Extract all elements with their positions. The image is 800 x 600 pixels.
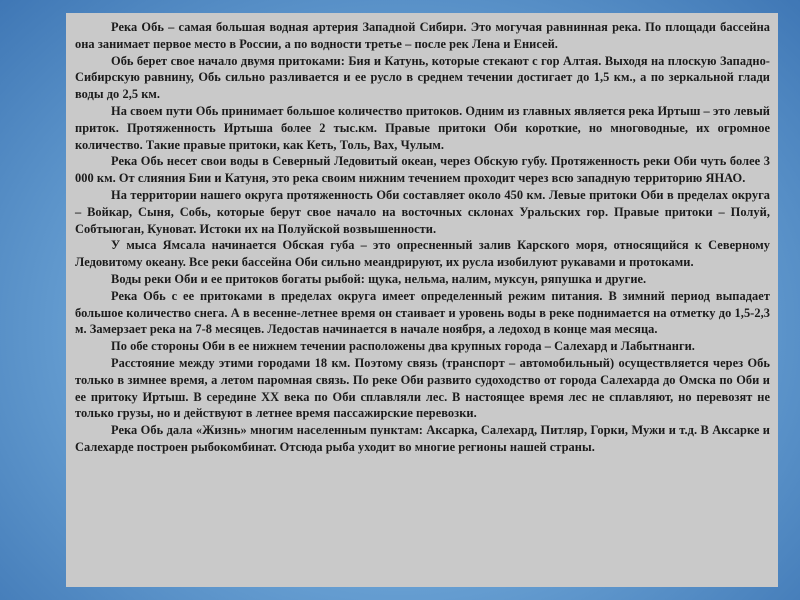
paragraph-district-tributaries: На территории нашего округа протяженность Оби составляет около 450 км. Левые притоки Оби в пределах округа – Войкар, Сыня, Собь, которые берут свое начало на восточных склонах Уральских гор. Правые притоки – Полуй, Собтыюган, Куноват. Истоки их на Полуйской возвышенности. <box>75 187 770 236</box>
paragraph-tributaries: На своем пути Обь принимает большое количество притоков. Одним из главных является река Иртыш – это левый приток. Протяженность Иртыша более 2 тыс.км. Правые притоки Оби короткие, но многоводные, их огромное количество. Такие правые притоки, как Кеть, Толь, Вах, Чулым. <box>75 103 770 152</box>
paragraph-fish: Воды реки Оби и ее притоков богаты рыбой: щука, нельма, налим, муксун, ряпушка и другие. <box>111 271 647 286</box>
paragraph-transport: Расстояние между этими городами 18 км. Поэтому связь (транспорт – автомобильный) осуществляется через Обь только в зимнее время, а летом паромная связь. По реке Оби развито судоходство от города Салехарда до Омска по Оби и ее притоку Иртыш. В середине XX века по Оби сплавляли лес. В настоящее время лес не сплавляют, но перевозят не только грузы, но и действуют в летнее время пассажирские перевозки. <box>75 355 770 421</box>
paragraph-settlements: Река Обь дала «Жизнь» многим населенным пунктам: Аксарка, Салехард, Питляр, Горки, Мужи и т.д. В Аксарке и Салехарде построен рыбокомбинат. Отсюда рыба уходит во многие регионы нашей страны. <box>75 423 770 454</box>
text-panel <box>66 13 778 587</box>
paragraph-cities: По обе стороны Оби в ее нижнем течении расположены два крупных города – Салехард и Лабытнанги. <box>111 339 695 354</box>
paragraph-ob-intro: Река Обь – самая большая водная артерия Западной Сибири. Это могучая равнинная река. По площади бассейна она занимает первое место в России, а по водности третье – после рек Лена и Енисей. <box>75 20 770 51</box>
paragraph-ob-bay: У мыса Ямсала начинается Обская губа – это опресненный залив Карского моря, относящийся к Северному Ледовитому океану. Все реки бассейна Оби сильно меандрируют, их русла изобилуют рукавами и протоками. <box>75 238 770 270</box>
paragraph-ob-length: Река Обь несет свои воды в Северный Ледовитый океан, через Обскую губу. Протяженность реки Оби чуть более 3 000 км. От слияния Бии и Катуня, это река своим нижним течением проходит через всю западную территорию ЯНАО. <box>75 154 770 186</box>
paragraph-water-regime: Река Обь с ее притоками в пределах округа имеет определенный режим питания. В зимний период выпадает большое количество снега. А в весенне-летнее время он стаивает и уровень воды в реке поднимается на отметку до 1,5-2,3 м. Замерзает река на 7-8 месяцев. Ледостав начинается в начале ноября, а ледоход в конце мая месяца. <box>75 288 770 337</box>
paragraph-ob-source: Обь берет свое начало двумя притоками: Бия и Катунь, которые стекают с гор Алтая. Выходя на плоскую Западно-Сибирскую равнину, Обь сильно разливается и ее русло в среднем течении достигает до 1,5 км., а по зеркальной глади воды до 2,5 км. <box>75 53 770 102</box>
